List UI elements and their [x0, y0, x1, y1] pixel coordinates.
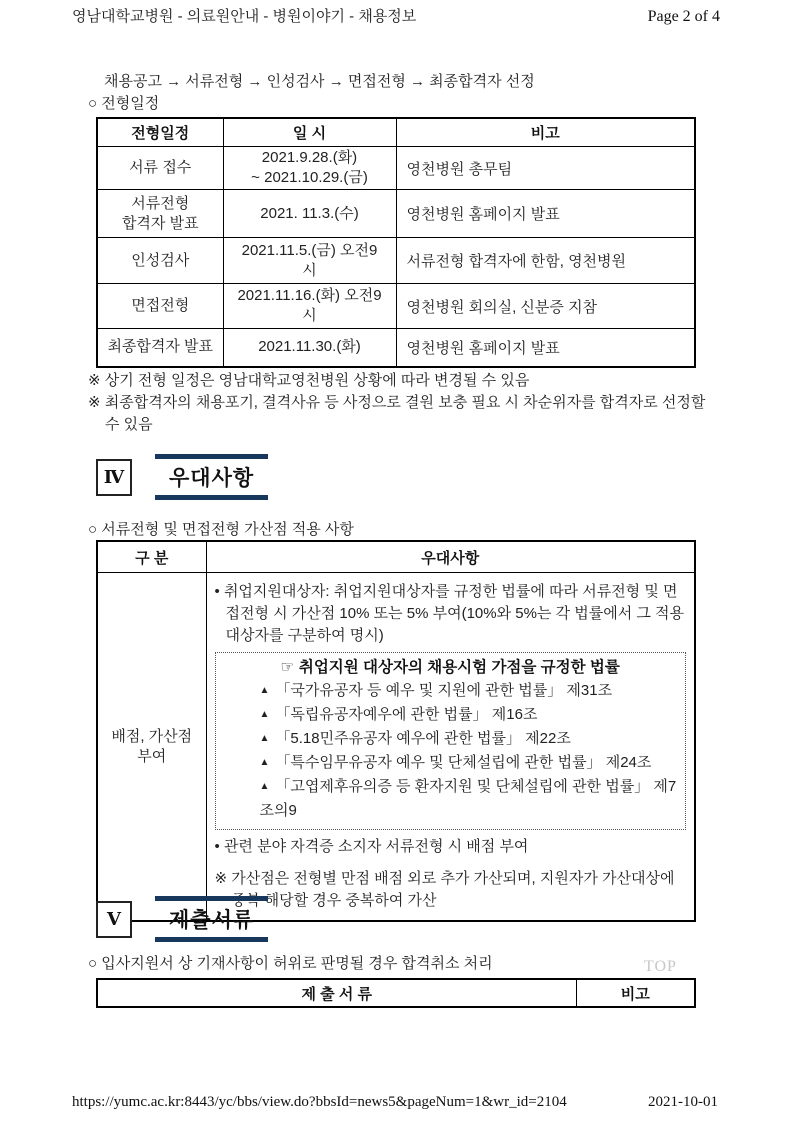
- note-line: ※ 상기 전형 일정은 영남대학교영천병원 상황에 따라 변경될 수 있음: [88, 372, 530, 389]
- col-header-note: 비고: [576, 979, 695, 1007]
- print-date: 2021-10-01: [648, 1094, 718, 1110]
- page-number: Page 2 of 4: [647, 8, 720, 25]
- triangle-bullet-icon: ▲: [259, 781, 270, 792]
- documents-table: [96, 978, 696, 1008]
- law-item: ▲ 「5.18민주유공자 예우에 관한 법률」 제22조: [259, 730, 571, 747]
- table-row: [97, 573, 695, 922]
- page-footer: [72, 1094, 718, 1111]
- category-cell: 배점, 가산점 부여: [97, 573, 206, 922]
- law-item: ▲ 「특수임무유공자 예우 및 단체설립에 관한 법률」 제24조: [259, 754, 652, 771]
- table-row: [97, 238, 695, 284]
- law-reference-box: [215, 652, 687, 830]
- stage-cell: 인성검사: [97, 238, 223, 284]
- preference-bullet-1: • 취업지원대상자: 취업지원대상자를 규정한 법률에 따라 서류전형 및 면접전형 시 가산점 10% 또는 5% 부여(10%와 5%는 각 법률에서 그 적용 대상자를 구분하여 명시): [214, 583, 685, 644]
- bullet-icon: •: [214, 583, 220, 600]
- triangle-bullet-icon: ▲: [259, 685, 270, 696]
- col-header-documents: 제 출 서 류: [97, 979, 576, 1007]
- stage-cell: 최종합격자 발표: [97, 329, 223, 367]
- datetime-cell: 2021.9.28.(화) ~ 2021.10.29.(금): [223, 147, 396, 190]
- schedule-section-label: ○ 전형일정: [88, 95, 160, 112]
- section-5-title: 제출서류: [155, 896, 268, 942]
- table-header-row: [97, 979, 695, 1007]
- col-header-preference: 우대사항: [206, 541, 695, 573]
- triangle-bullet-icon: ▲: [259, 709, 270, 720]
- section-4-heading: [96, 454, 268, 500]
- preference-bullet-2: • 관련 분야 자격증 소지자 서류전형 시 배점 부여: [214, 838, 529, 855]
- preference-table: [96, 540, 696, 922]
- breadcrumb: 영남대학교병원 - 의료원안내 - 병원이야기 - 채용정보: [72, 8, 417, 25]
- col-header-stage: 전형일정: [97, 118, 223, 147]
- section-5-numeral: Ⅴ: [96, 901, 132, 938]
- table-row: [97, 284, 695, 329]
- law-item: ▲ 「국가유공자 등 예우 및 지원에 관한 법률」 제31조: [259, 682, 613, 699]
- triangle-bullet-icon: ▲: [259, 733, 270, 744]
- stage-cell: 면접전형: [97, 284, 223, 329]
- stage-cell: 서류전형 합격자 발표: [97, 190, 223, 238]
- table-row: [97, 329, 695, 367]
- section-5-heading: [96, 896, 268, 942]
- note-cell: 영천병원 총무팀: [396, 147, 695, 190]
- section-5-intro: ○ 입사지원서 상 기재사항이 허위로 판명될 경우 합격취소 처리: [88, 955, 493, 972]
- schedule-notes: [88, 370, 716, 436]
- section-4-numeral: Ⅳ: [96, 459, 132, 496]
- preference-note: ※ 가산점은 전형별 만점 배점 외로 추가 가산되며, 지원자가 가산대상에 중복 해당할 경우 중복하여 가산: [214, 870, 675, 909]
- stage-cell: 서류 접수: [97, 147, 223, 190]
- section-4-intro: ○ 서류전형 및 면접전형 가산점 적용 사항: [88, 521, 354, 538]
- col-header-category: 구 분: [97, 541, 206, 573]
- table-header-row: [97, 118, 695, 147]
- law-item: ▲ 「독립유공자예우에 관한 법률」 제16조: [259, 706, 538, 723]
- law-item: ▲ 「고엽제후유의증 등 환자지원 및 단체설립에 관한 법률」 제7조의9: [259, 778, 677, 819]
- col-header-note: 비고: [396, 118, 695, 147]
- triangle-bullet-icon: ▲: [259, 757, 270, 768]
- source-url: https://yumc.ac.kr:8443/yc/bbs/view.do?bbsId=news5&pageNum=1&wr_id=2104: [72, 1094, 567, 1110]
- schedule-table: [96, 117, 696, 368]
- datetime-cell: 2021.11.5.(금) 오전9 시: [223, 238, 396, 284]
- note-cell: 영천병원 홈페이지 발표: [396, 329, 695, 367]
- note-line: ※ 최종합격자의 채용포기, 결격사유 등 사정으로 결원 보충 필요 시 차순위자를 합격자로 선정할 수 있음: [88, 394, 706, 433]
- preference-content-cell: [206, 573, 695, 922]
- note-cell: 영천병원 회의실, 신분증 지참: [396, 284, 695, 329]
- note-cell: 영천병원 홈페이지 발표: [396, 190, 695, 238]
- table-row: [97, 190, 695, 238]
- note-cell: 서류전형 합격자에 한함, 영천병원: [396, 238, 695, 284]
- section-4-title: 우대사항: [155, 454, 268, 500]
- page-header: [72, 5, 720, 26]
- bullet-icon: •: [214, 838, 220, 855]
- top-anchor-link[interactable]: TOP: [644, 958, 677, 975]
- table-row: [97, 147, 695, 190]
- law-box-title: ☞ 취업지원 대상자의 채용시험 가점을 규정한 법률: [280, 659, 620, 676]
- datetime-cell: 2021.11.30.(화): [223, 329, 396, 367]
- datetime-cell: 2021. 11.3.(수): [223, 190, 396, 238]
- recruitment-process-flow: 채용공고 → 서류전형 → 인성검사 → 면접전형 → 최종합격자 선정: [104, 73, 535, 90]
- col-header-datetime: 일 시: [223, 118, 396, 147]
- table-header-row: [97, 541, 695, 573]
- datetime-cell: 2021.11.16.(화) 오전9 시: [223, 284, 396, 329]
